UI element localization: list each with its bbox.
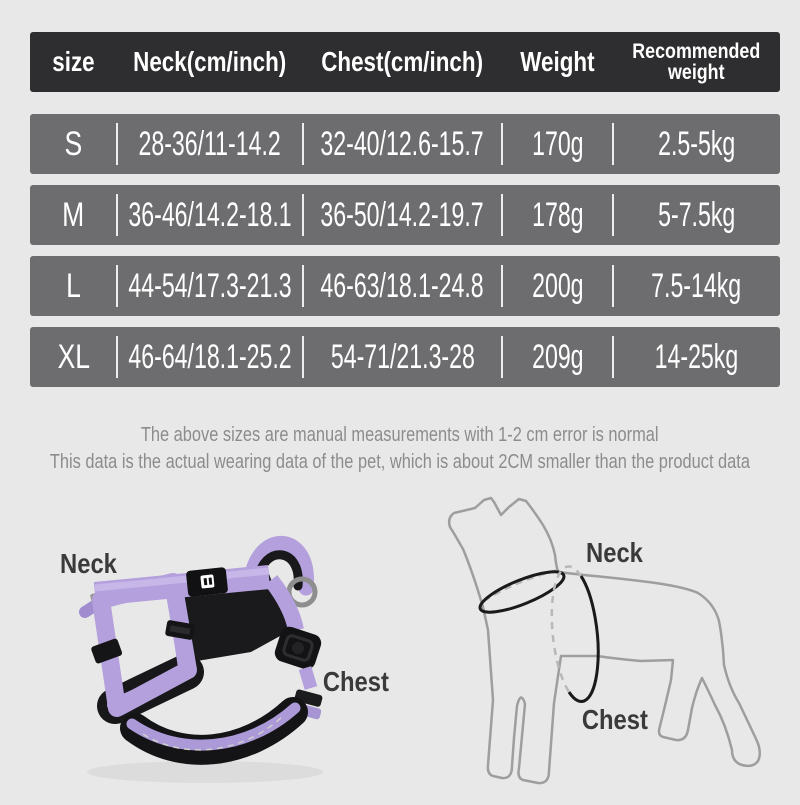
dog-diagram bbox=[420, 478, 790, 800]
neck-measure-ellipse bbox=[476, 564, 568, 620]
neck-band-dashed bbox=[484, 570, 558, 601]
cell-weight: 209g bbox=[531, 337, 584, 376]
cell-neck: 46-64/18.1-25.2 bbox=[128, 337, 292, 376]
cell-size: L bbox=[66, 266, 81, 305]
table-row-xl bbox=[30, 327, 780, 387]
cell-neck: 36-46/14.2-18.1 bbox=[128, 195, 292, 234]
note-measurement-error: The above sizes are manual measurements with 1-2 cm error is normal bbox=[141, 424, 659, 446]
column-divider bbox=[501, 265, 503, 307]
cell-size: M bbox=[62, 195, 85, 234]
cell-chest: 36-50/14.2-19.7 bbox=[320, 195, 485, 234]
cell-chest: 32-40/12.6-15.7 bbox=[320, 124, 485, 163]
dog-outline-illustration bbox=[420, 478, 790, 800]
harness-chest-label: Chest bbox=[322, 666, 390, 697]
harness-photo bbox=[55, 500, 345, 795]
chest-measure-ellipse bbox=[569, 576, 598, 702]
header-cell-neck bbox=[117, 32, 303, 92]
column-divider bbox=[116, 265, 118, 307]
header-cell-chest bbox=[303, 32, 502, 92]
column-divider bbox=[612, 194, 614, 236]
table-row-m bbox=[30, 185, 780, 245]
cell-weight: 170g bbox=[531, 124, 584, 163]
dog-chest-label: Chest bbox=[581, 704, 649, 735]
column-divider bbox=[302, 265, 304, 307]
column-divider bbox=[501, 194, 503, 236]
cell-size: S bbox=[64, 124, 83, 163]
table-row-l bbox=[30, 256, 780, 316]
column-divider bbox=[302, 123, 304, 165]
header-label-recommended: Recommended weight bbox=[632, 40, 761, 84]
column-divider bbox=[612, 265, 614, 307]
column-divider bbox=[612, 123, 614, 165]
header-cell-recommended bbox=[613, 32, 780, 92]
cell-weight: 178g bbox=[531, 195, 584, 234]
cell-recommended: 14-25kg bbox=[654, 337, 739, 376]
harness-neck-label: Neck bbox=[59, 548, 117, 579]
table-row-s bbox=[30, 114, 780, 174]
column-divider bbox=[116, 123, 118, 165]
header-cell-size bbox=[30, 32, 117, 92]
column-divider bbox=[116, 194, 118, 236]
column-divider bbox=[501, 123, 503, 165]
cell-recommended: 7.5-14kg bbox=[651, 266, 742, 305]
cell-neck: 28-36/11-14.2 bbox=[138, 124, 282, 163]
cell-chest: 46-63/18.1-24.8 bbox=[320, 266, 485, 305]
cell-weight: 200g bbox=[531, 266, 584, 305]
header-label-size: size bbox=[52, 46, 95, 77]
cell-chest: 54-71/21.3-28 bbox=[330, 337, 475, 376]
dog-neck-label: Neck bbox=[585, 537, 643, 568]
cell-recommended: 5-7.5kg bbox=[657, 195, 736, 234]
cell-neck: 44-54/17.3-21.3 bbox=[128, 266, 292, 305]
note-wearing-data: This data is the actual wearing data of the pet, which is about 2CM smaller than the product data bbox=[49, 451, 751, 473]
cell-size: XL bbox=[57, 337, 90, 376]
header-label-weight: Weight bbox=[520, 46, 595, 77]
column-divider bbox=[501, 336, 503, 378]
header-cell-weight bbox=[502, 32, 613, 92]
table-header-row bbox=[30, 32, 780, 92]
column-divider bbox=[302, 336, 304, 378]
chest-band-dashed bbox=[552, 566, 581, 692]
harness-illustration bbox=[55, 500, 345, 795]
cell-recommended: 2.5-5kg bbox=[657, 124, 736, 163]
harness-brand-patch bbox=[186, 567, 228, 597]
column-divider bbox=[116, 336, 118, 378]
header-label-chest: Chest(cm/inch) bbox=[321, 46, 484, 77]
column-divider bbox=[302, 194, 304, 236]
column-divider bbox=[612, 336, 614, 378]
header-label-neck: Neck(cm/inch) bbox=[133, 46, 287, 77]
